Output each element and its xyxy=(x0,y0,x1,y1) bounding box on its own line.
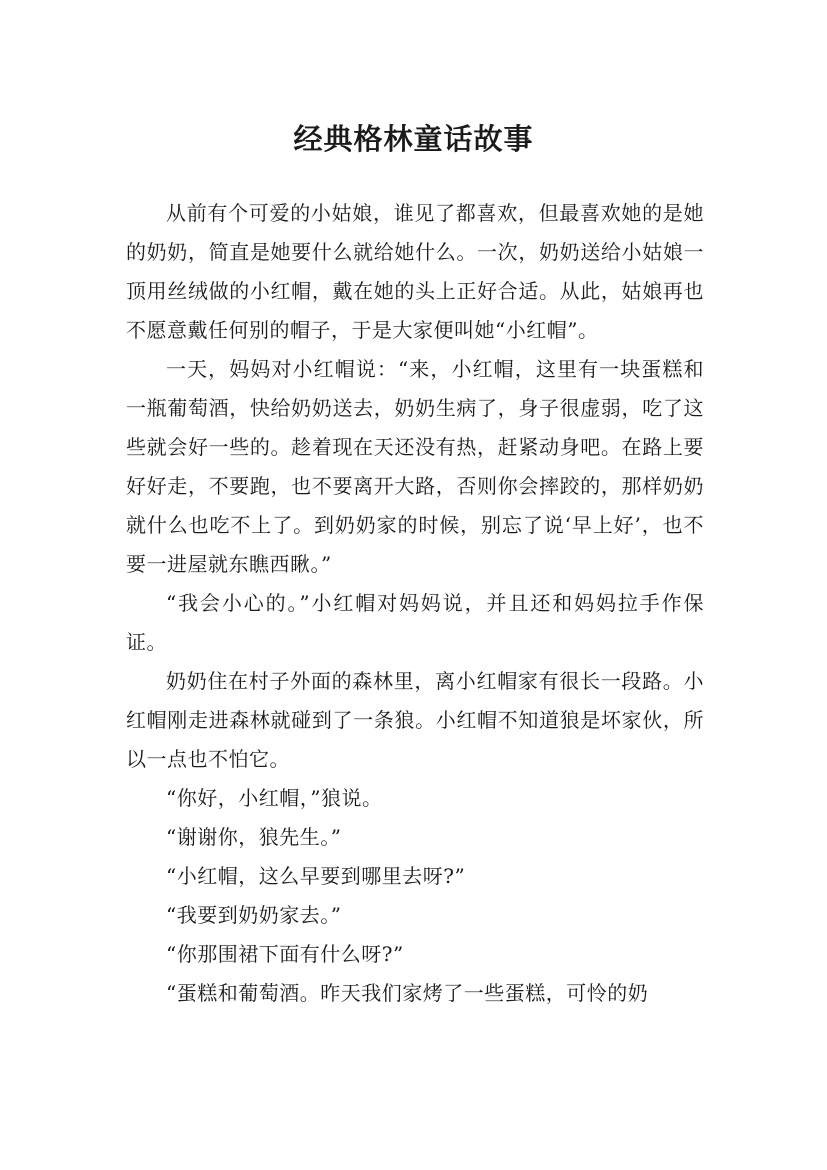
paragraph: “你好，小红帽，”狼说。 xyxy=(166,786,383,810)
paragraph: “谢谢你，狼先生。” xyxy=(166,825,342,849)
paragraph: “你那围裙下面有什么呀?” xyxy=(166,942,404,966)
paragraph: “蛋糕和葡萄酒。昨天我们家烤了一些蛋糕，可怜的奶 xyxy=(166,981,649,1005)
paragraph: 一天，妈妈对小红帽说：“来，小红帽，这里有一块蛋糕和一瓶葡萄酒，快给奶奶送去，奶奶生病了，身子很虚弱，吃了这些就会好一些的。趁着现在天还没有热，赶紧动身吧。在路上要好好走，不要跑，也不要离开大路，否则你会摔跤的，那样奶奶就什么也吃不上了。到奶奶家的时候，别忘了说‘早上好’，也不要一进屋就东瞧西瞅。” xyxy=(126,357,704,576)
paragraph: 从前有个可爱的小姑娘，谁见了都喜欢，但最喜欢她的是她的奶奶，简直是她要什么就给她什么。一次，奶奶送给小姑娘一顶用丝绒做的小红帽，戴在她的头上正好合适。从此，姑娘再也不愿意戴任何别的帽子，于是大家便叫她“小红帽”。 xyxy=(126,201,704,342)
paragraph: 奶奶住在村子外面的森林里，离小红帽家有很长一段路。小红帽刚走进森林就碰到了一条狼。小红帽不知道狼是坏家伙，所以一点也不怕它。 xyxy=(126,669,704,771)
document-title: 经典格林童话故事 xyxy=(293,122,534,157)
paragraph: “我要到奶奶家去。” xyxy=(166,903,342,927)
document-body xyxy=(126,194,704,1013)
paragraph: “小红帽，这么早要到哪里去呀?” xyxy=(166,864,466,888)
paragraph: “我会小心的。”小红帽对妈妈说，并且还和妈妈拉手作保证。 xyxy=(126,591,704,654)
